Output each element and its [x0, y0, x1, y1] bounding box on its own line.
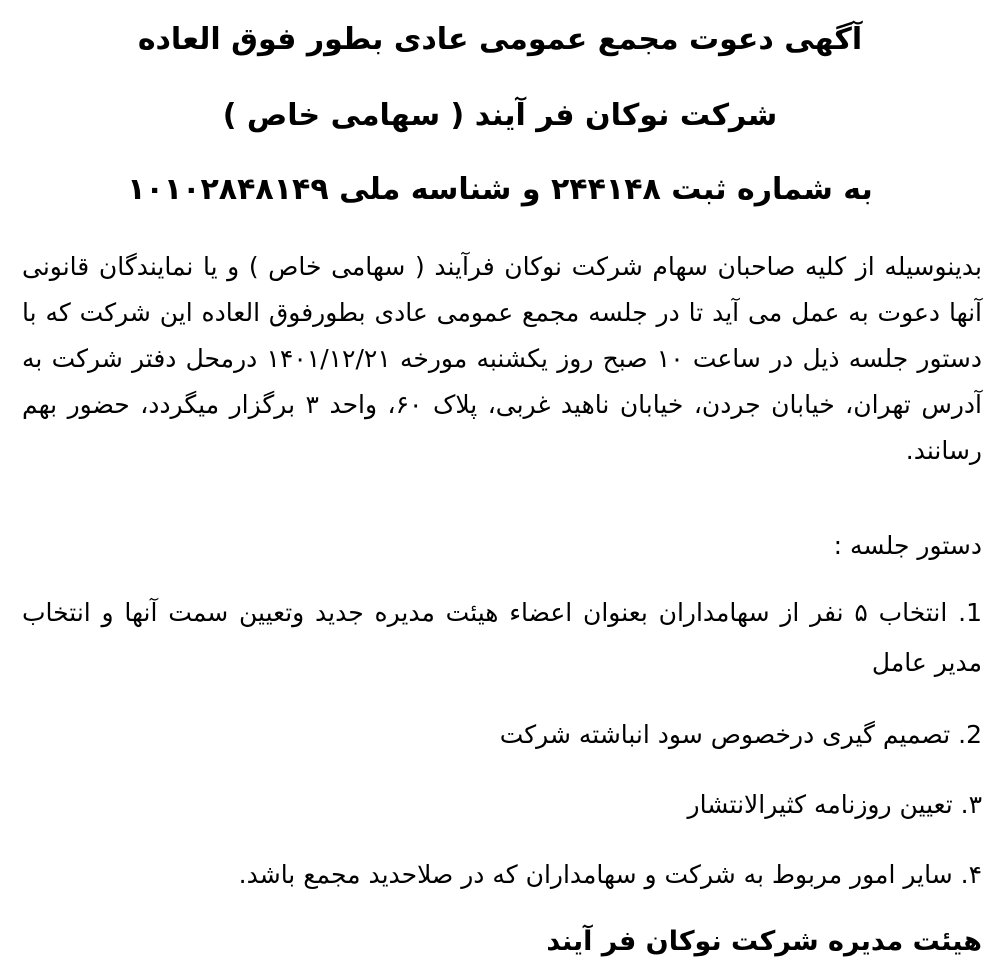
agenda-item-2: [22, 710, 982, 760]
notice-body: بدینوسیله از کلیه صاحبان سهام شرکت نوکان فرآیند ( سهامی خاص ) و یا نمایندگان قانونی آنها دعوت به عمل می آید تا در جلسه مجمع عمومی عادی بطورفوق العاده این شرکت که با دستور جلسه ذیل در ساعت ۱۰ صبح روز یکشنبه مورخه ۱۴۰۱/۱۲/۲۱ درمحل دفتر شرکت به آدرس تهران، خیابان جردن، خیابان ناهید غربی، پلاک ۶۰، واحد ۳ برگزار میگردد، حضور بهم رسانند.: [22, 252, 982, 465]
agenda-item-number: ۳.: [960, 790, 982, 819]
notice-title: آگهی دعوت مجمع عمومی عادی بطور فوق العاده: [137, 22, 863, 57]
agenda-item-4: [22, 850, 982, 900]
agenda-item-text: تصمیم گیری درخصوص سود انباشته شرکت: [499, 720, 951, 749]
agenda-item-number: 2.: [958, 720, 982, 749]
agenda-item-text: سایر امور مربوط به شرکت و سهامداران که در صلاحدید مجمع باشد.: [238, 860, 953, 889]
agenda-item-number: 1.: [958, 598, 983, 627]
registration-info: به شماره ثبت ۲۴۴۱۴۸ و شناسه ملی ۱۰۱۰۲۸۴۸۱۴۹: [127, 172, 873, 207]
agenda-item-text: انتخاب ۵ نفر از سهامداران بعنوان اعضاء هیئت مدیره جدید وتعیین سمت آنها و انتخاب مدیر عامل: [22, 598, 982, 677]
agenda-item-number: ۴.: [960, 860, 982, 889]
agenda-item-3: [22, 780, 982, 830]
agenda-item-1: [22, 588, 982, 688]
agenda-item-text: تعیین روزنامه کثیرالانتشار: [687, 790, 953, 819]
company-name: شرکت نوکان فر آیند ( سهامی خاص ): [222, 98, 778, 133]
agenda-label: دستور جلسه :: [833, 531, 982, 560]
signature: هیئت مدیره شرکت نوکان فر آیند: [546, 926, 982, 957]
